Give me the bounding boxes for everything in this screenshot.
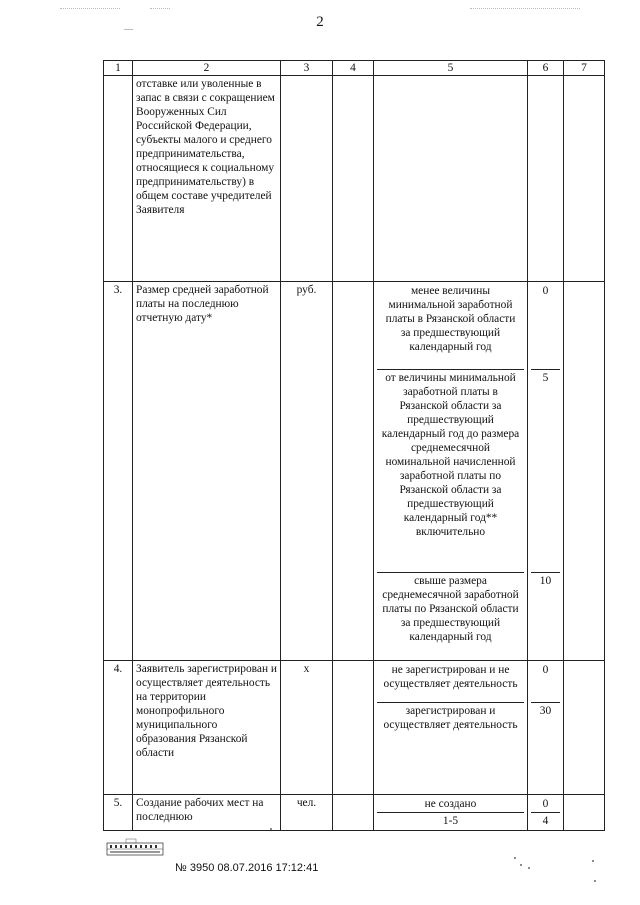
option-text: 1-5 xyxy=(442,815,459,827)
scan-artifact xyxy=(60,8,120,9)
col4-cell xyxy=(333,795,374,831)
table-row xyxy=(104,76,605,282)
criterion-text: Размер средней заработной платы на последнюю отчетную дату* xyxy=(133,282,281,661)
score-value: 5 xyxy=(531,370,560,573)
page-number: 2 xyxy=(316,14,324,30)
barcode-stamp-icon xyxy=(106,838,164,860)
unit-cell: руб. xyxy=(281,282,333,661)
scan-artifact xyxy=(592,860,594,862)
options-cell xyxy=(374,661,528,795)
document-registration-number: № 3950 08.07.2016 17:12:41 xyxy=(175,862,319,874)
scan-artifact xyxy=(514,857,516,859)
table-row xyxy=(104,795,605,831)
column-header: 7 xyxy=(564,61,605,76)
option-text: зарегистрирован и осуществляет деятельность xyxy=(383,705,518,731)
col7-cell xyxy=(564,76,605,282)
row-number: 3. xyxy=(104,282,133,661)
col7-cell xyxy=(564,795,605,831)
options-cell xyxy=(374,795,528,831)
score-value: 10 xyxy=(539,575,552,587)
score-value: 30 xyxy=(539,705,552,717)
col4-cell xyxy=(333,282,374,661)
unit-cell: х xyxy=(281,661,333,795)
column-header: 1 xyxy=(104,61,133,76)
score-value: 0 xyxy=(531,796,560,813)
option-text: свыше размера среднемесячной заработной платы по Рязанской области за предшествующий календарный год xyxy=(382,575,519,643)
scores-cell xyxy=(528,661,564,795)
scan-artifact xyxy=(594,880,596,882)
scan-artifact xyxy=(470,8,580,9)
criterion-text: Создание рабочих мест на последнюю xyxy=(133,795,281,831)
option-text xyxy=(374,76,528,282)
score-cell xyxy=(528,76,564,282)
row-number xyxy=(104,76,133,282)
scan-artifact xyxy=(528,867,530,869)
scan-artifact: — xyxy=(124,24,133,34)
scores-cell xyxy=(528,282,564,661)
col4-cell xyxy=(333,661,374,795)
unit-cell xyxy=(281,76,333,282)
col7-cell xyxy=(564,661,605,795)
option-text: от величины минимальной заработной платы в Рязанской области за предшествующий календарный год до размера среднемесячной номинальной начисленной заработной платы по Рязанской области за предшествующий календарный год** включительно xyxy=(377,370,524,573)
table-row xyxy=(104,661,605,795)
col4-cell xyxy=(333,76,374,282)
column-header: 3 xyxy=(281,61,333,76)
unit-cell: чел. xyxy=(281,795,333,831)
scores-cell xyxy=(528,795,564,831)
column-header: 6 xyxy=(528,61,564,76)
column-header: 5 xyxy=(374,61,528,76)
column-header: 4 xyxy=(333,61,374,76)
criterion-text: Заявитель зарегистрирован и осуществляет деятельность на территории монопрофильного муниципального образования Рязанской области xyxy=(133,661,281,795)
score-value: 0 xyxy=(531,662,560,703)
criterion-text: отставке или уволенные в запас в связи с сокращением Вооруженных Сил Российской Федерации, субъекты малого и среднего предпринимательства, относящиеся к социальному предпринимательству) в общем составе учредителей Заявителя xyxy=(133,76,281,282)
column-header: 2 xyxy=(133,61,281,76)
options-cell xyxy=(374,282,528,661)
scan-artifact xyxy=(150,8,170,9)
option-text: не создано xyxy=(377,796,524,813)
score-value: 0 xyxy=(531,283,560,370)
scan-artifact xyxy=(520,864,522,866)
row-number: 5. xyxy=(104,795,133,831)
option-text: не зарегистрирован и не осуществляет деятельность xyxy=(377,662,524,703)
table-row xyxy=(104,282,605,661)
table-header-row xyxy=(104,61,605,76)
option-text: менее величины минимальной заработной платы в Рязанской области за предшествующий календарный год xyxy=(377,283,524,370)
criteria-table xyxy=(103,60,605,831)
row-number: 4. xyxy=(104,661,133,795)
score-value: 4 xyxy=(542,815,549,827)
col7-cell xyxy=(564,282,605,661)
scan-artifact xyxy=(270,828,272,830)
